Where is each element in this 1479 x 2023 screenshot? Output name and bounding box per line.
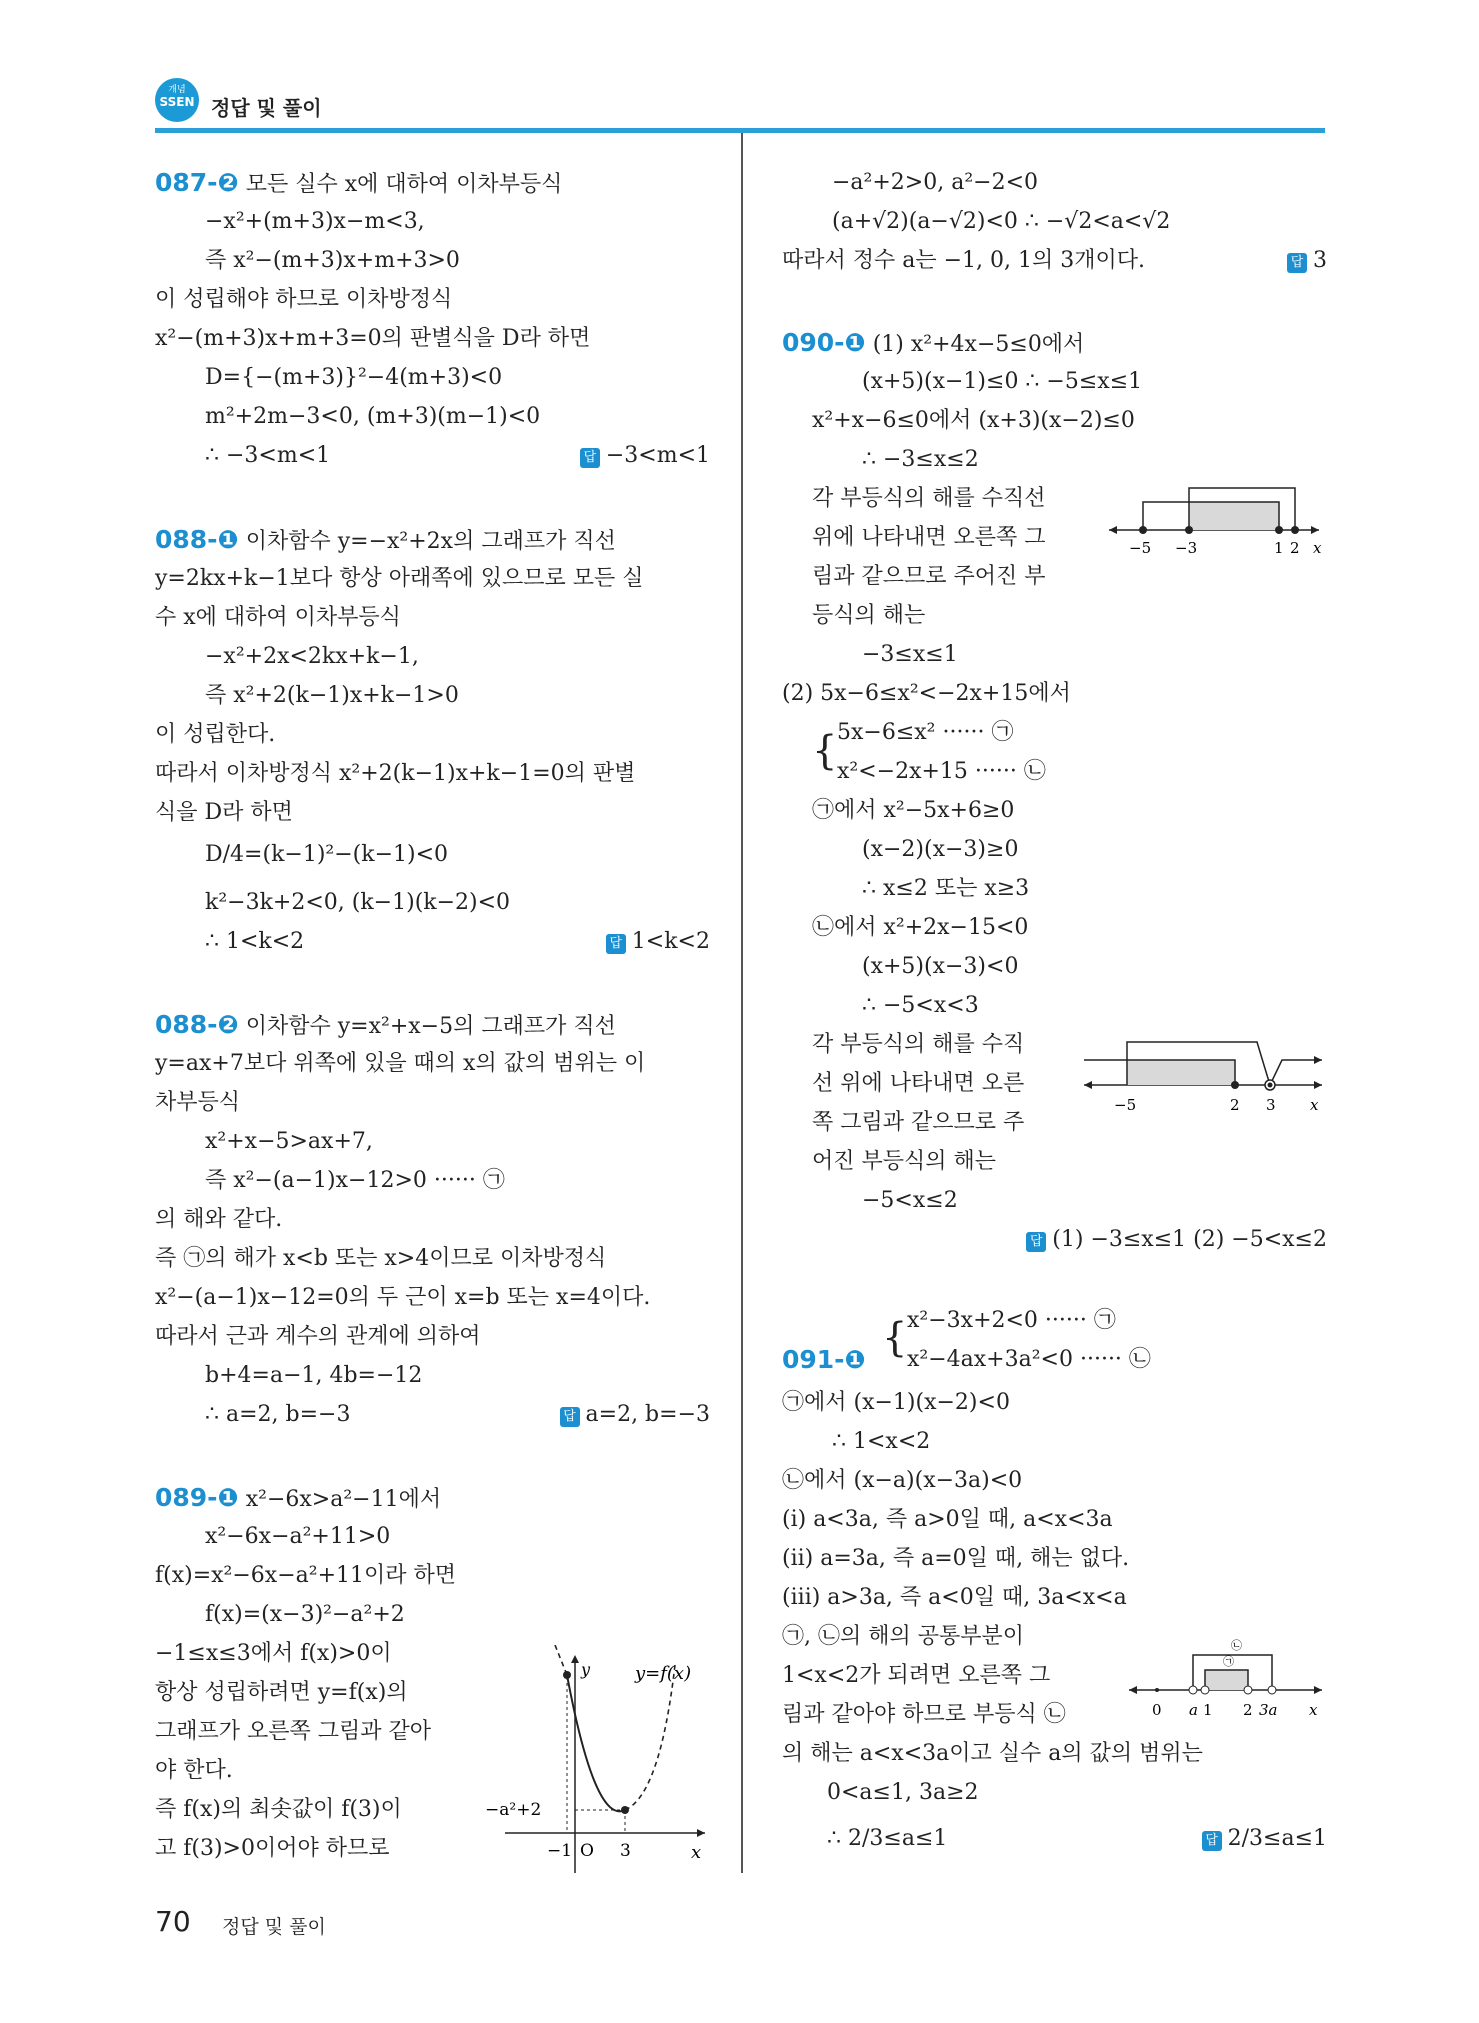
y-axis-arrow	[571, 1655, 579, 1663]
solution-line: (a+√2)(a−√2)<0 ∴ −√2<a<√2	[832, 209, 1171, 234]
number-line-090-2	[1082, 1030, 1327, 1120]
solution-line: f(x)=x²−6x−a²+11이라 하면	[155, 1563, 457, 1588]
endpoint	[1185, 526, 1193, 534]
axis-arrow-left	[1129, 1686, 1137, 1694]
solution-line: 수 x에 대하여 이차부등식	[155, 605, 401, 630]
solution-line: (x+5)(x−3)<0	[862, 954, 1019, 979]
solution-line: 차부등식	[155, 1090, 241, 1115]
solution-line: −5<x≤2	[862, 1188, 958, 1213]
interval-label: ㉠	[1223, 1655, 1234, 1668]
solution-line: 위에 나타내면 오른쪽 그	[812, 525, 1046, 550]
solution-line: x²<−2x+15 ······ ㉡	[837, 759, 1046, 784]
tick-label: −5	[1129, 539, 1152, 557]
problem-heading	[782, 1345, 866, 1377]
solution-line: ㉠에서 (x−1)(x−2)<0	[782, 1390, 1010, 1415]
solution-line: 식을 D라 하면	[155, 800, 293, 825]
answer-badge: 답 2/3≤a≤1	[1202, 1824, 1327, 1854]
solution-line: ㉡에서 x²+2x−15<0	[812, 915, 1029, 940]
endpoint	[1139, 526, 1147, 534]
solution-line: y=2kx+k−1보다 항상 아래쪽에 있으므로 모든 실	[155, 566, 644, 591]
solution-line: x²−3x+2<0 ······ ㉠	[907, 1308, 1116, 1333]
problem-heading: 089-❶ x²−6x>a²−11에서	[155, 1483, 442, 1512]
tick-label: 2	[1230, 1096, 1240, 1114]
tick-label: −5	[1114, 1096, 1137, 1114]
vertex-point	[621, 1806, 629, 1814]
parabola-curve-dashed	[625, 1665, 675, 1810]
tick-label: 3	[620, 1841, 631, 1861]
curve-point	[563, 1671, 571, 1679]
solution-line: 이 성립해야 하므로 이차방정식	[155, 287, 453, 312]
number-line-091	[1127, 1635, 1327, 1725]
solution-line: 선 위에 나타내면 오른	[812, 1071, 1025, 1096]
shaded-region	[1205, 1670, 1248, 1690]
solution-line: (x+5)(x−1)≤0 ∴ −5≤x≤1	[862, 369, 1143, 394]
solution-line: ㉠, ㉡의 해의 공통부분이	[782, 1624, 1024, 1649]
solution-line: y=ax+7보다 위쪽에 있을 때의 x의 값의 범위는 이	[155, 1051, 646, 1076]
solution-line: 5x−6≤x² ······ ㉠	[837, 720, 1014, 745]
solution-line: 그래프가 오른쪽 그림과 같아	[155, 1719, 432, 1744]
solution-line: ∴ a=2, b=−3	[205, 1402, 351, 1427]
solution-line: 따라서 정수 a는 −1, 0, 1의 3개이다.	[782, 248, 1145, 273]
solution-line: −x²+2x<2kx+k−1,	[205, 644, 419, 669]
problem-number: 089-❶	[155, 1483, 239, 1512]
solution-line: ∴ x≤2 또는 x≥3	[862, 876, 1030, 901]
column-divider	[741, 133, 743, 1873]
solution-line: b+4=a−1, 4b=−12	[205, 1363, 423, 1388]
parabola-graph	[485, 1645, 710, 1875]
solution-line: ∴ −5<x<3	[862, 993, 979, 1018]
solution-line: −a²+2>0, a²−2<0	[832, 170, 1039, 195]
solution-line: 림과 같아야 하므로 부등식 ㉡	[782, 1702, 1066, 1727]
problem-heading: 090-❶ (1) x²+4x−5≤0에서	[782, 328, 1085, 357]
answer-icon: 답	[580, 448, 600, 468]
endpoint	[1291, 526, 1299, 534]
tick-label: −1	[547, 1841, 573, 1861]
solution-line: ∴ 1<x<2	[832, 1429, 931, 1454]
brace: {	[812, 728, 838, 774]
endpoint-open	[1189, 1686, 1197, 1694]
solution-line: ㉠에서 x²−5x+6≥0	[812, 798, 1015, 823]
solution-line: x²−4ax+3a²<0 ······ ㉡	[907, 1347, 1151, 1372]
axis-label: x	[1309, 1701, 1318, 1719]
problem-heading: 088-❷ 이차함수 y=x²+x−5의 그래프가 직선	[155, 1010, 616, 1039]
endpoint-open	[1268, 1686, 1276, 1694]
tick-label: 2	[1290, 539, 1300, 557]
solution-line: ∴ 2/3≤a≤1	[827, 1826, 948, 1851]
axis-label: x	[1310, 1096, 1319, 1114]
problem-number: 091-❶	[782, 1345, 866, 1374]
x-axis-label: x	[691, 1842, 702, 1863]
solution-line: 1<x<2가 되려면 오른쪽 그	[782, 1663, 1051, 1688]
number-line-090-1	[1107, 480, 1327, 560]
shaded-region	[1127, 1060, 1235, 1085]
solution-line: f(x)=(x−3)²−a²+2	[205, 1602, 405, 1627]
solution-line: 즉 x²−(m+3)x+m+3>0	[205, 248, 460, 273]
tick-dot	[1155, 1688, 1159, 1692]
page-number: 70	[155, 1905, 191, 1938]
tick-label: 2	[1243, 1701, 1253, 1719]
tick-label: 1	[1203, 1701, 1213, 1719]
solution-line: ㉡에서 (x−a)(x−3a)<0	[782, 1468, 1023, 1493]
solution-line: 각 부등식의 해를 수직	[812, 1032, 1025, 1057]
answer-icon: 답	[1026, 1232, 1046, 1252]
solution-line: x²−(a−1)x−12=0의 두 근이 x=b 또는 x=4이다.	[155, 1285, 651, 1310]
axis-arrow-right	[1314, 1081, 1322, 1089]
problem-heading: 087-❷ 모든 실수 x에 대하여 이차부등식	[155, 168, 563, 197]
shaded-region	[1189, 502, 1279, 530]
answer-icon: 답	[1202, 1831, 1222, 1851]
solution-line: ∴ −3<m<1	[205, 443, 331, 468]
solution-line: 0<a≤1, 3a≥2	[827, 1780, 979, 1805]
solution-line: ∴ 1<k<2	[205, 929, 305, 954]
solution-line: 따라서 근과 계수의 관계에 의하여	[155, 1324, 481, 1349]
solution-line: 이 성립한다.	[155, 722, 276, 747]
solution-line: x²−(m+3)x+m+3=0의 판별식을 D라 하면	[155, 326, 591, 351]
answer-icon: 답	[560, 1407, 580, 1427]
solution-line: 어진 부등식의 해는	[812, 1149, 997, 1174]
axis-arrow-right	[1314, 1686, 1322, 1694]
interval-label: ㉡	[1231, 1639, 1242, 1652]
solution-line: x²+x−5>ax+7,	[205, 1129, 373, 1154]
solution-line: D={−(m+3)}²−4(m+3)<0	[205, 365, 503, 390]
tick-label: −3	[1175, 539, 1198, 557]
answer-icon: 답	[1287, 253, 1307, 273]
value-label: −a²+2	[485, 1800, 542, 1820]
solution-line: 쪽 그림과 같으므로 주	[812, 1110, 1025, 1135]
axis-arrow-right	[1311, 526, 1319, 534]
tick-label: a	[1189, 1701, 1198, 1719]
endpoint-open	[1244, 1686, 1252, 1694]
answer-badge: 답 1<k<2	[606, 927, 710, 957]
answer-badge: 답 a=2, b=−3	[560, 1400, 710, 1430]
answer-badge: 답 (1) −3≤x≤1 (2) −5<x≤2	[1026, 1225, 1327, 1255]
solution-line: x²+x−6≤0에서 (x+3)(x−2)≤0	[812, 408, 1135, 433]
solution-line: −3≤x≤1	[862, 642, 958, 667]
y-axis-label: y	[581, 1660, 591, 1679]
axis-arrow-left	[1084, 1081, 1092, 1089]
solution-line: 따라서 이차방정식 x²+2(k−1)x+k−1=0의 판별	[155, 761, 636, 786]
solution-line: 의 해는 a<x<3a이고 실수 a의 값의 범위는	[782, 1741, 1203, 1766]
solution-line: 즉 f(x)의 최솟값이 f(3)이	[155, 1797, 402, 1822]
header-rule	[155, 128, 1325, 133]
solution-line: 고 f(3)>0이어야 하므로	[155, 1836, 390, 1861]
problem-number: 088-❷	[155, 1010, 239, 1039]
parabola-curve-dashed-left	[555, 1645, 567, 1675]
solution-line: 즉 ㉠의 해가 x<b 또는 x>4이므로 이차방정식	[155, 1246, 607, 1271]
solution-line: 즉 x²−(a−1)x−12>0 ······ ㉠	[205, 1168, 505, 1193]
solution-line: −x²+(m+3)x−m<3,	[205, 209, 425, 234]
brand-logo	[155, 78, 199, 122]
answer-badge: 답 3	[1287, 246, 1327, 276]
endpoint-inner	[1268, 1083, 1273, 1088]
tick-label: 3a	[1259, 1701, 1278, 1719]
solution-line: 의 해와 같다.	[155, 1207, 283, 1232]
endpoint	[1231, 1081, 1239, 1089]
problem-number: 088-❶	[155, 525, 239, 554]
brace: {	[882, 1315, 908, 1361]
solution-line: (2) 5x−6≤x²<−2x+15에서	[782, 681, 1071, 706]
endpoint	[1275, 526, 1283, 534]
ray-arrow	[1314, 1056, 1322, 1064]
axis-label: x	[1313, 539, 1322, 557]
tick-label: 3	[1266, 1096, 1276, 1114]
logo-bottom-text: SSEN	[159, 95, 195, 109]
solution-line: 각 부등식의 해를 수직선	[812, 486, 1046, 511]
problem-number: 090-❶	[782, 328, 866, 357]
tick-label: 1	[1274, 539, 1284, 557]
answer-icon: 답	[606, 934, 626, 954]
solution-line: 림과 같으므로 주어진 부	[812, 564, 1046, 589]
solution-line: D/4=(k−1)²−(k−1)<0	[205, 842, 449, 867]
header-title: 정답 및 풀이	[211, 96, 322, 120]
answer-badge: 답 −3<m<1	[580, 441, 710, 471]
solution-line: x²−6x−a²+11>0	[205, 1524, 391, 1549]
logo-top-text: 개념	[168, 85, 186, 95]
solution-line: k²−3k+2<0, (k−1)(k−2)<0	[205, 890, 511, 915]
solution-line: 항상 성립하려면 y=f(x)의	[155, 1680, 408, 1705]
solution-line: 즉 x²+2(k−1)x+k−1>0	[205, 683, 459, 708]
solution-line: ∴ −3≤x≤2	[862, 447, 979, 472]
endpoint-open	[1201, 1686, 1209, 1694]
problem-number: 087-❷	[155, 168, 239, 197]
solution-line: 등식의 해는	[812, 603, 926, 628]
tick-label: 0	[1152, 1701, 1162, 1719]
tick-label: O	[580, 1841, 594, 1861]
solution-line: (ⅱ) a=3a, 즉 a=0일 때, 해는 없다.	[782, 1546, 1130, 1571]
solution-line: (ⅲ) a>3a, 즉 a<0일 때, 3a<x<a	[782, 1585, 1127, 1610]
solution-line: m²+2m−3<0, (m+3)(m−1)<0	[205, 404, 541, 429]
solution-line: (x−2)(x−3)≥0	[862, 837, 1019, 862]
curve-label: y=f(x)	[635, 1663, 692, 1684]
solution-line: (ⅰ) a<3a, 즉 a>0일 때, a<x<3a	[782, 1507, 1113, 1532]
page-header	[155, 72, 1325, 132]
solution-line: −1≤x≤3에서 f(x)>0이	[155, 1641, 392, 1666]
axis-arrow-left	[1109, 526, 1117, 534]
solution-line: 야 한다.	[155, 1758, 233, 1783]
problem-heading: 088-❶ 이차함수 y=−x²+2x의 그래프가 직선	[155, 525, 616, 554]
footer-title: 정답 및 풀이	[222, 1916, 326, 1938]
x-axis-arrow	[697, 1829, 705, 1837]
